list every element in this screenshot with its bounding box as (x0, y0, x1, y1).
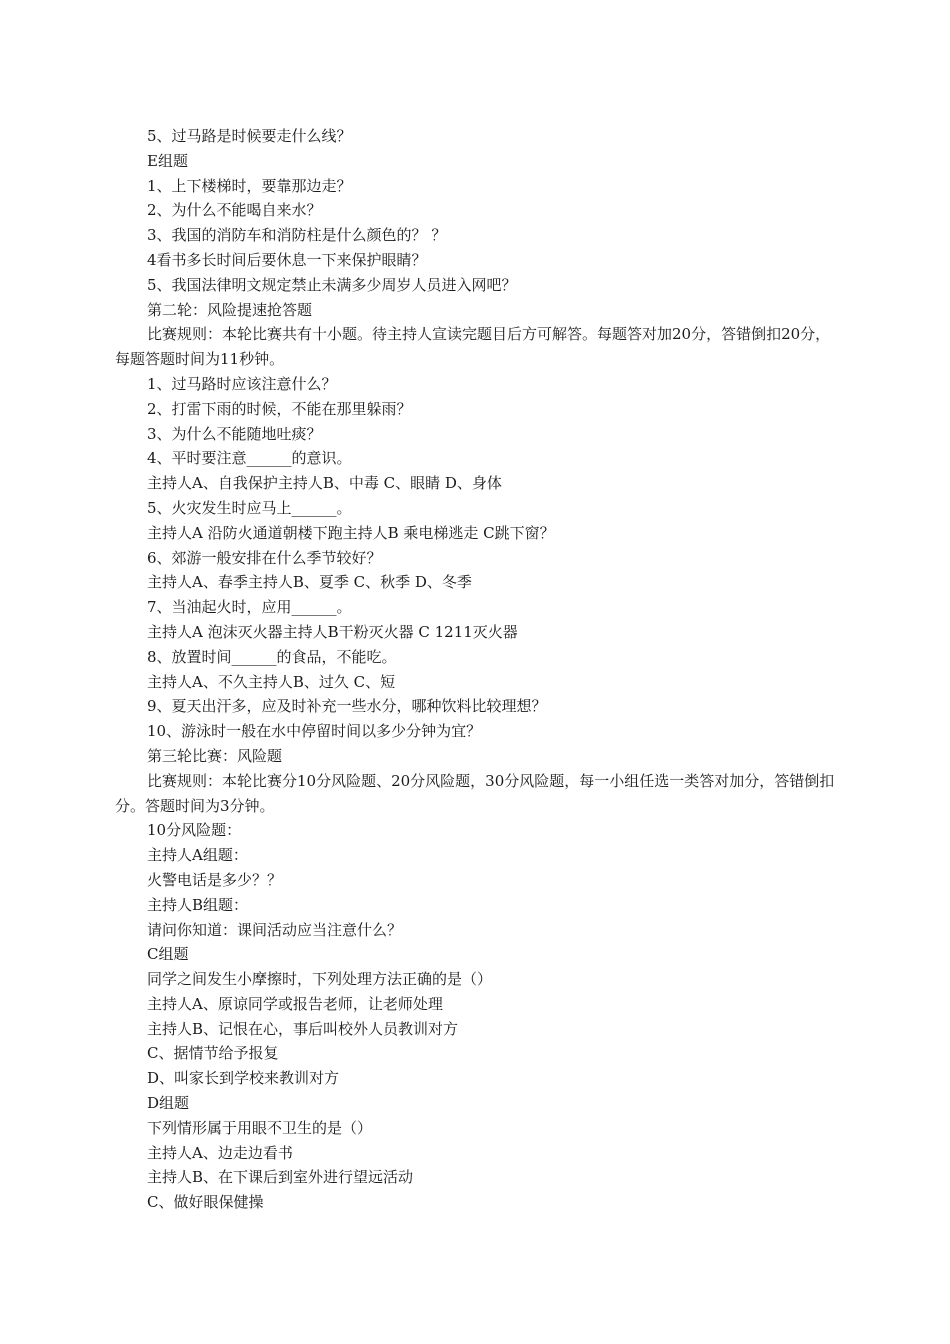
text-line: 8、放置时间______的食品，不能吃。 (147, 647, 397, 666)
text-line: C、据情节给予报复 (147, 1044, 279, 1063)
text-line: 10、游泳时一般在水中停留时间以多少分钟为宜？ (147, 722, 482, 741)
text-line: 主持人B、在下课后到室外进行望远活动 (147, 1168, 414, 1187)
text-line: 4、平时要注意______的意识。 (147, 449, 352, 468)
text-line: 主持人A、边走边看书 (147, 1143, 293, 1162)
text-line: 主持人A 沿防火通道朝楼下跑主持人B 乘电梯逃走 C跳下窗？ (147, 523, 555, 542)
text-line: 第三轮比赛：风险题 (147, 746, 283, 765)
text-line: 3、为什么不能随地吐痰？ (147, 424, 322, 443)
rule-paragraph: 比赛规则：本轮比赛共有十小题。待主持人宣读完题目后方可解答。每题答对加20分，答错倒扣20分，每题答题时间为11秒钟。 (115, 325, 831, 369)
text-line: 10分风险题： (147, 821, 242, 840)
text-line: 火警电话是多少？？ (147, 870, 283, 889)
text-line: 9、夏天出汗多，应及时补充一些水分，哪种饮料比较理想？ (147, 697, 547, 716)
text-line: C组题 (147, 945, 189, 964)
text-line: 第二轮：风险提速抢答题 (147, 300, 313, 319)
text-line: 5、火灾发生时应马上______。 (147, 498, 352, 517)
text-line: 主持人A、自我保护主持人B、中毒 C、眼睛 D、身体 (147, 474, 502, 493)
text-line: 主持人A组题： (147, 846, 248, 865)
text-line: 同学之间发生小摩擦时，下列处理方法正确的是（） (147, 970, 493, 989)
text-line: C、做好眼保健操 (147, 1193, 264, 1212)
text-line: 主持人A、原谅同学或报告老师，让老师处理 (147, 994, 443, 1013)
text-line: 主持人B组题： (147, 895, 249, 914)
text-line: 主持人A、不久主持人B、过久 C、短 (147, 672, 396, 691)
text-line: 1、过马路时应该注意什么？ (147, 374, 337, 393)
text-line: 5、我国法律明文规定禁止未满多少周岁人员进入网吧？ (147, 275, 517, 294)
text-line: 请问你知道：课间活动应当注意什么？ (147, 920, 403, 939)
document-body (115, 124, 845, 1215)
text-line: 4看书多长时间后要休息一下来保护眼睛？ (147, 250, 427, 269)
text-line: 主持人B、记恨在心，事后叫校外人员教训对方 (147, 1019, 459, 1038)
text-line: 3、我国的消防车和消防柱是什么颜色的？ ？ (147, 226, 447, 245)
text-line: 7、当油起火时，应用______。 (147, 598, 352, 617)
text-line: 主持人A、春季主持人B、夏季 C、秋季 D、冬季 (147, 573, 472, 592)
text-line: D组题 (147, 1094, 190, 1113)
text-line: 6、郊游一般安排在什么季节较好？ (147, 548, 382, 567)
text-line: 2、为什么不能喝自来水？ (147, 201, 322, 220)
rule-paragraph: 比赛规则：本轮比赛分10分风险题、20分风险题，30分风险题，每一小组任选一类答对加分，答错倒扣分。答题时间为3分钟。 (115, 771, 835, 815)
text-line: 2、打雷下雨的时候，不能在那里躲雨？ (147, 399, 412, 418)
text-line: 下列情形属于用眼不卫生的是（） (147, 1118, 373, 1137)
text-line: D、叫家长到学校来教训对方 (147, 1069, 340, 1088)
text-line: 5、过马路是时候要走什么线？ (147, 127, 352, 145)
text-line: 1、上下楼梯时，要靠那边走？ (147, 176, 352, 195)
text-line: E组题 (147, 151, 188, 170)
text-line: 主持人A 泡沫灭火器主持人B干粉灭火器 C 1211灭火器 (147, 622, 518, 641)
